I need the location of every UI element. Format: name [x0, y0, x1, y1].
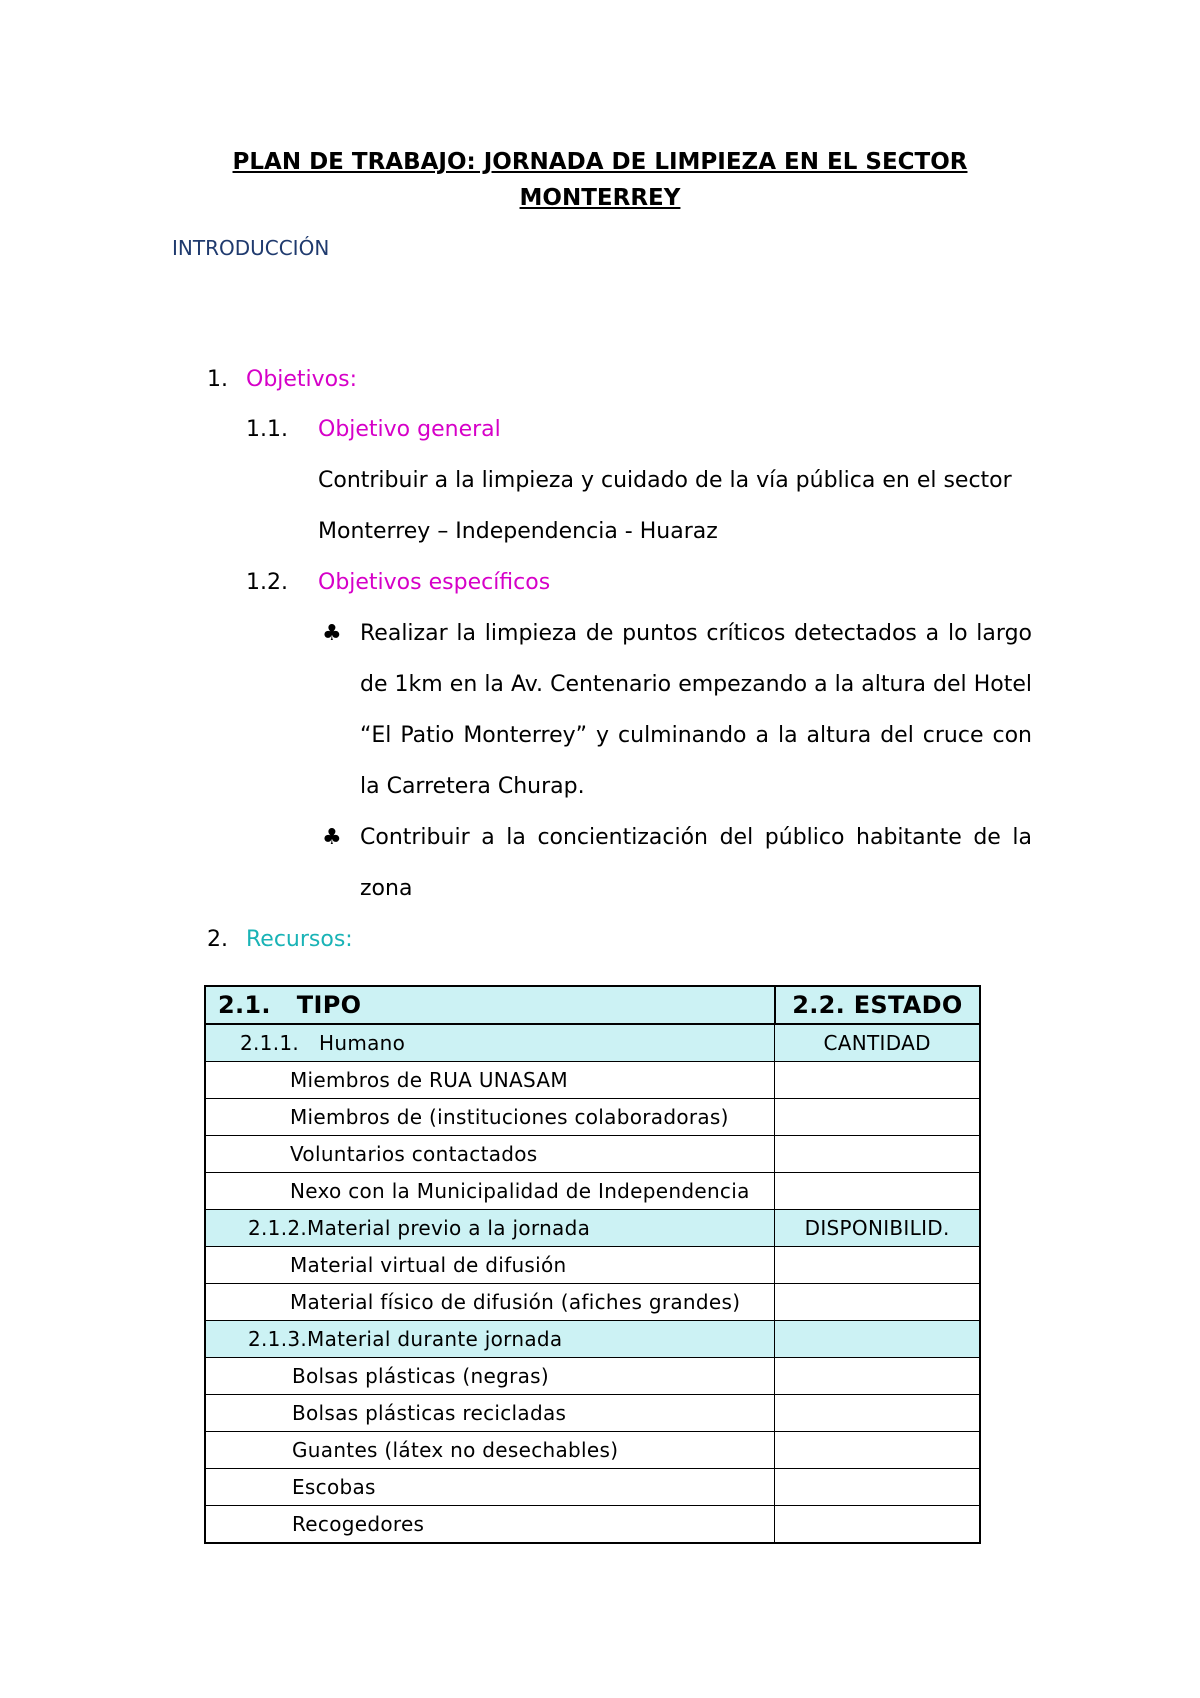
- club-bullet-icon: ♣: [322, 621, 342, 646]
- table-cell-empty: [775, 1136, 980, 1173]
- table-cell-empty: [775, 1469, 980, 1506]
- bullet-1-line-1: Realizar la limpieza de puntos críticos detectados a lo largo: [360, 621, 1032, 646]
- table-cell: Bolsas plásticas recicladas: [205, 1395, 775, 1432]
- table-row: [205, 1432, 980, 1469]
- bullet-1-line-4: la Carretera Churap.: [360, 774, 585, 799]
- table-cell-empty: [775, 1395, 980, 1432]
- section-2-heading: Recursos:: [246, 927, 353, 952]
- section-humano-column-label: CANTIDAD: [775, 1024, 980, 1062]
- objective-general-number: 1.1.: [246, 417, 288, 442]
- bullet-1-line-3: “El Patio Monterrey” y culminando a la altura del cruce con: [360, 723, 1032, 748]
- bullet-2-line-1: Contribuir a la concientización del público habitante de la: [360, 825, 1032, 850]
- table-cell-empty: [775, 1099, 980, 1136]
- table-section-row-humano: [205, 1024, 980, 1062]
- objective-general-text-line-1: Contribuir a la limpieza y cuidado de la vía pública en el sector: [318, 468, 1012, 493]
- table-cell: Nexo con la Municipalidad de Independencia: [205, 1173, 775, 1210]
- table-cell-empty: [775, 1506, 980, 1544]
- table-row: [205, 1099, 980, 1136]
- table-cell: Voluntarios contactados: [205, 1136, 775, 1173]
- table-cell: Miembros de (instituciones colaboradoras): [205, 1099, 775, 1136]
- club-bullet-icon: ♣: [322, 825, 342, 850]
- section-durante-label: 2.1.3.Material durante jornada: [205, 1321, 775, 1358]
- table-cell-empty: [775, 1321, 980, 1358]
- section-1-number: 1.: [207, 367, 228, 392]
- section-2-number: 2.: [207, 927, 228, 952]
- table-row: [205, 1136, 980, 1173]
- section-previo-column-label: DISPONIBILID.: [775, 1210, 980, 1247]
- section-previo-label: 2.1.2.Material previo a la jornada: [205, 1210, 775, 1247]
- table-cell: Material virtual de difusión: [205, 1247, 775, 1284]
- table-row: [205, 1173, 980, 1210]
- table-section-row-durante: [205, 1321, 980, 1358]
- table-row: [205, 1062, 980, 1099]
- table-row: [205, 1284, 980, 1321]
- table-row: [205, 1358, 980, 1395]
- bullet-1-line-2: de 1km en la Av. Centenario empezando a la altura del Hotel: [360, 672, 1032, 697]
- header-estado: 2.2. ESTADO: [775, 986, 980, 1024]
- table-cell-empty: [775, 1247, 980, 1284]
- table-cell-empty: [775, 1284, 980, 1321]
- table-cell: Material físico de difusión (afiches grandes): [205, 1284, 775, 1321]
- table-cell-empty: [775, 1432, 980, 1469]
- table-header-row: [205, 986, 980, 1024]
- resources-table: [204, 985, 981, 1544]
- objective-general-text-line-2: Monterrey – Independencia - Huaraz: [318, 519, 718, 544]
- table-cell-empty: [775, 1358, 980, 1395]
- table-section-row-previo: [205, 1210, 980, 1247]
- document-title-line-1: PLAN DE TRABAJO: JORNADA DE LIMPIEZA EN EL SECTOR: [232, 149, 968, 175]
- objective-specific-heading: Objetivos específicos: [318, 570, 551, 595]
- objective-specific-number: 1.2.: [246, 570, 288, 595]
- table-row: [205, 1247, 980, 1284]
- table-cell: Bolsas plásticas (negras): [205, 1358, 775, 1395]
- document-title-line-2: MONTERREY: [519, 185, 681, 211]
- objective-general-heading: Objetivo general: [318, 417, 501, 442]
- table-cell: Miembros de RUA UNASAM: [205, 1062, 775, 1099]
- table-row: [205, 1469, 980, 1506]
- table-cell: Guantes (látex no desechables): [205, 1432, 775, 1469]
- table-row: [205, 1506, 980, 1544]
- header-tipo: 2.1. TIPO: [205, 986, 775, 1024]
- table-cell-empty: [775, 1062, 980, 1099]
- section-humano-label: 2.1.1. Humano: [205, 1024, 775, 1062]
- table-row: [205, 1395, 980, 1432]
- table-cell: Escobas: [205, 1469, 775, 1506]
- table-cell-empty: [775, 1173, 980, 1210]
- table-cell: Recogedores: [205, 1506, 775, 1544]
- bullet-2-line-2: zona: [360, 876, 413, 901]
- intro-heading: INTRODUCCIÓN: [172, 236, 330, 260]
- section-1-heading: Objetivos:: [246, 367, 358, 392]
